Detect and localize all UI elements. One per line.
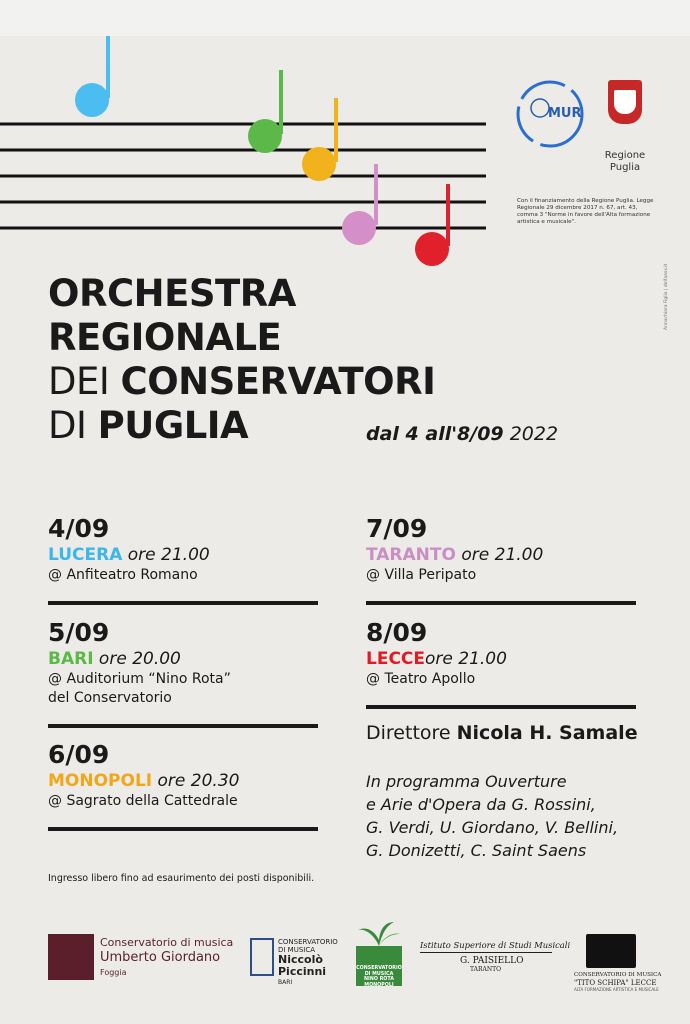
logo-conservatorio-piccinni <box>250 920 340 990</box>
note-blue <box>75 36 109 117</box>
divider <box>366 601 636 605</box>
event-time: ore 21.00 <box>455 545 544 565</box>
paisiello-city: TARANTO <box>470 966 502 973</box>
paisiello-name: G. PAISIELLO <box>460 956 524 966</box>
giordano-emblem-icon <box>48 934 94 980</box>
palm-leaf-icon <box>356 920 402 946</box>
note-red <box>415 184 449 266</box>
event-venue: @ Auditorium “Nino Rota” <box>48 671 231 687</box>
schipa-name: "TITO SCHIPA" LECCE <box>574 979 657 987</box>
logo-conservatorio-nino-rota <box>356 920 402 990</box>
event-time: ore 21.00 <box>122 545 210 565</box>
divider <box>366 705 636 709</box>
event-venue: @ Teatro Apollo <box>366 671 476 687</box>
event-date: 5/09 <box>48 618 110 647</box>
event-city: TARANTO <box>366 545 456 565</box>
event-venue: @ Villa Peripato <box>366 567 477 583</box>
title-line-3-light: DEI <box>48 360 121 403</box>
director-name: Nicola H. Samale <box>456 722 638 744</box>
event-date: 4/09 <box>48 514 110 543</box>
note-yellow <box>302 98 336 181</box>
event-lecce <box>366 618 636 689</box>
logo-conservatorio-schipa <box>574 920 674 990</box>
piccinni-city: BARI <box>278 979 293 986</box>
giordano-label: Conservatorio di musica <box>100 936 234 949</box>
divider <box>48 724 318 728</box>
giordano-name: Umberto Giordano <box>100 950 221 965</box>
conductor-line <box>366 722 638 744</box>
schipa-emblem-icon <box>586 934 636 968</box>
event-city: LECCE <box>366 649 426 669</box>
admission-note: Ingresso libero fino ad esaurimento dei posti disponibili. <box>48 873 315 884</box>
event-date: 8/09 <box>366 618 428 647</box>
event-city: LUCERA <box>48 545 123 565</box>
event-lucera <box>48 514 318 585</box>
event-time: ore 20.00 <box>93 649 181 669</box>
festival-date-range <box>366 423 558 445</box>
event-venue-line-2: del Conservatorio <box>48 690 172 706</box>
design-credit: Annachiara Figlia | dolfaasx.it <box>664 263 669 330</box>
divider <box>48 827 318 831</box>
title-line-1: ORCHESTRA <box>48 272 296 315</box>
event-city: MONOPOLI <box>48 771 153 791</box>
date-range-year: 2022 <box>503 423 559 445</box>
event-date: 6/09 <box>48 740 110 769</box>
regione-shield-icon <box>608 80 642 124</box>
event-taranto <box>366 514 636 585</box>
regione-label: Regione Puglia <box>604 150 646 173</box>
program-description: In programma Ouverture e Arie d'Opera da G. Rossini, G. Verdi, U. Giordano, V. Bellini, G. Donizetti, C. Saint Saens <box>366 772 619 860</box>
piccinni-label: CONSERVATORIO DI MUSICA <box>278 938 338 954</box>
event-monopoli <box>48 740 318 811</box>
piccinni-name: Niccolò Piccinni <box>278 953 327 978</box>
event-venue: @ Anfiteatro Romano <box>48 567 198 583</box>
event-date: 7/09 <box>366 514 428 543</box>
event-city: BARI <box>48 649 94 669</box>
date-range-bold: dal 4 all'8/09 <box>366 423 504 445</box>
paisiello-label: Istituto Superiore di Studi Musicali <box>420 940 571 950</box>
financing-note: Con il finanziamento della Regione Puglia. Legge Regionale 29 dicembre 2017 n. 67, art. 43, comma 3 "Norme in favore dell'Alta formazione artistica e musicale". <box>517 198 654 225</box>
music-staff-graphic <box>0 0 690 300</box>
giordano-city: Foggia <box>100 968 127 977</box>
regione-puglia-logo <box>605 80 645 174</box>
note-green <box>248 70 282 153</box>
nino-rota-label: CONSERVATORIO DI MUSICA NINO ROTA MONOPOLI <box>356 966 402 988</box>
page-title <box>48 272 435 448</box>
event-venue: @ Sagrato della Cattedrale <box>48 793 238 809</box>
title-line-3-bold: CONSERVATORI <box>120 360 436 403</box>
title-line-4-light: DI <box>48 404 98 447</box>
schipa-subtitle: ALTA FORMAZIONE ARTISTICA E MUSICALE <box>574 987 659 992</box>
paisiello-rule <box>420 952 552 953</box>
event-bari <box>48 618 318 708</box>
schipa-label: CONSERVATORIO DI MUSICA <box>574 972 662 978</box>
logo-conservatorio-giordano <box>48 920 238 990</box>
event-time: ore 20.30 <box>152 771 240 791</box>
title-line-2: REGIONALE <box>48 316 282 359</box>
logo-istituto-paisiello <box>420 920 571 990</box>
event-time: ore 21.00 <box>425 649 507 669</box>
title-line-4-bold: PUGLIA <box>97 404 249 447</box>
mur-label: MUR <box>548 106 582 121</box>
director-label: Direttore <box>366 722 457 744</box>
piccinni-organ-icon <box>250 938 274 976</box>
divider <box>48 601 318 605</box>
